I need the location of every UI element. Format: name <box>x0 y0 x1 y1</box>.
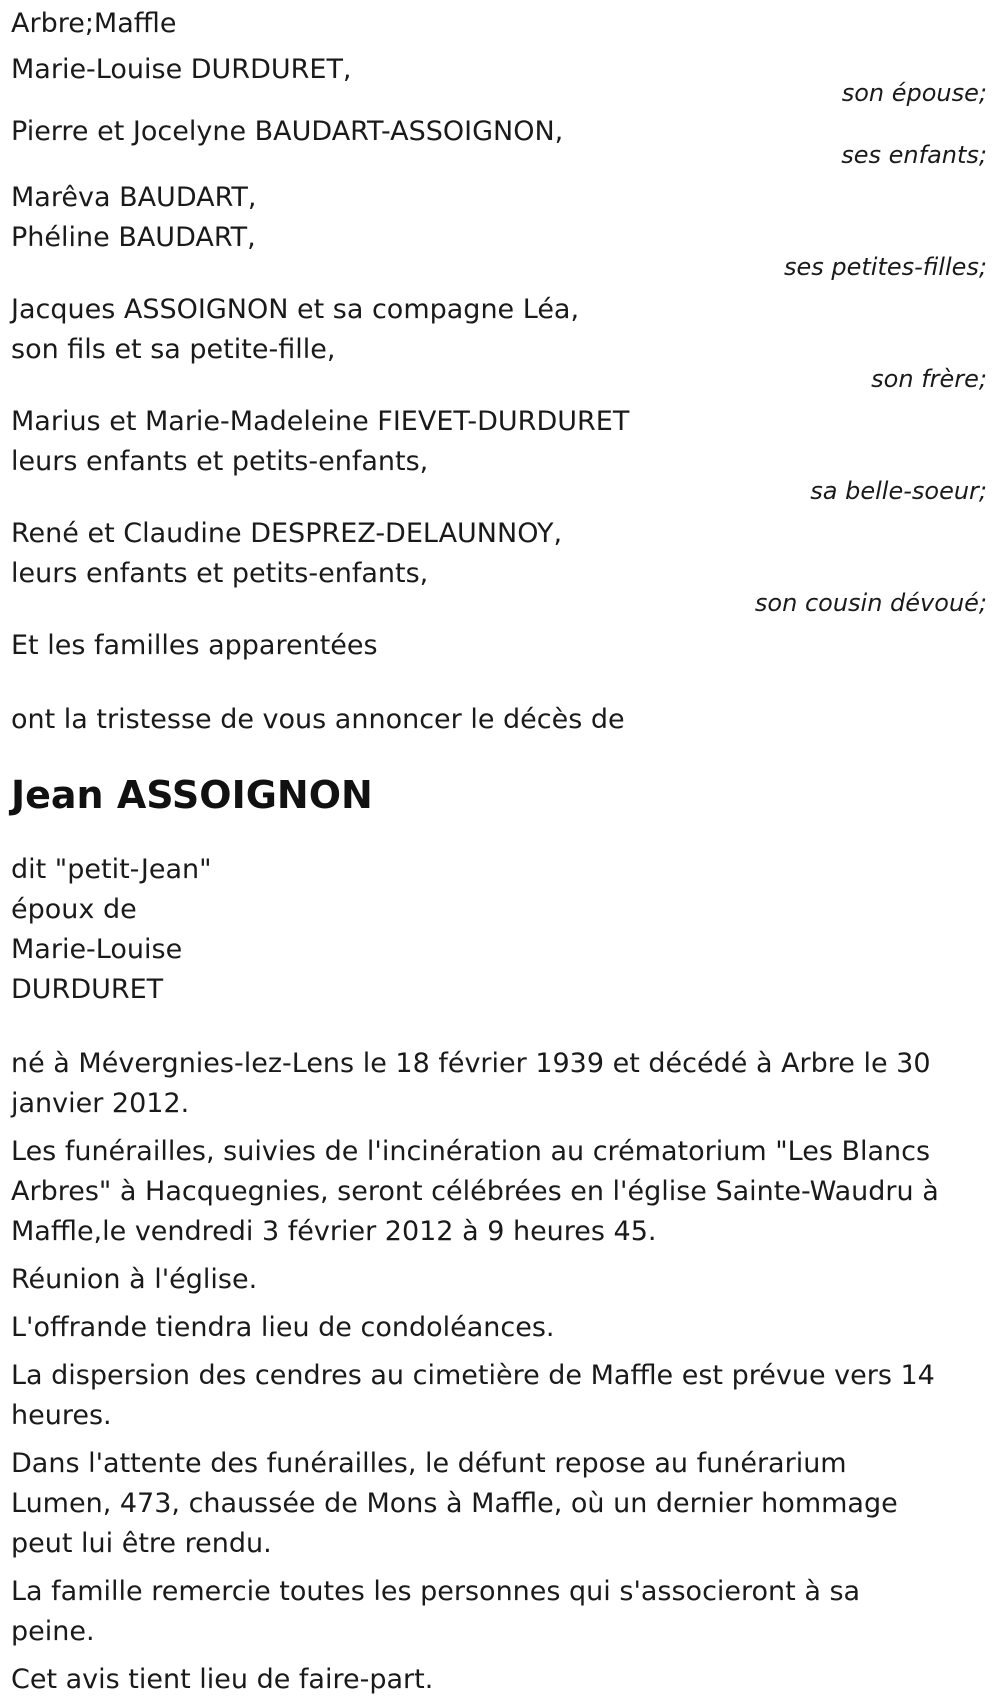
relation-label: ses petites-filles; <box>783 253 987 281</box>
family-member-line: Pierre et Jocelyne BAUDART-ASSOIGNON, <box>11 116 564 147</box>
announcement: ont la tristesse de vous annoncer le décès de <box>11 704 625 735</box>
family-group-cousin <box>11 514 989 618</box>
relation-label: son épouse; <box>841 79 987 107</box>
funeral-details <box>11 1044 951 1700</box>
relation-label: sa belle-soeur; <box>810 477 987 505</box>
ashes-paragraph: La dispersion des cendres au cimetière de Maffle est prévue vers 14 heures. <box>11 1360 935 1431</box>
deceased-info <box>11 850 989 1010</box>
families-line: Et les familles apparentées <box>11 630 378 661</box>
relation-label: son frère; <box>871 365 987 393</box>
thanks-paragraph: La famille remercie toutes les personnes qui s'associeront à sa peine. <box>11 1576 861 1647</box>
birth-death-paragraph: né à Mévergnies-lez-Lens le 18 février 1939 et décédé à Arbre le 30 janvier 2012. <box>11 1048 931 1119</box>
relation-label: son cousin dévoué; <box>754 589 987 617</box>
family-member-line: son fils et sa petite-fille, <box>11 334 336 365</box>
relation-label: ses enfants; <box>841 141 987 169</box>
family-member-line: Phéline BAUDART, <box>11 222 256 253</box>
family-group-children <box>11 112 989 170</box>
spouse-line: Marie-Louise <box>11 934 183 965</box>
spouse-line: époux de <box>11 894 137 925</box>
family-member-line: Jacques ASSOIGNON et sa compagne Léa, <box>11 294 580 325</box>
offering-paragraph: L'offrande tiendra lieu de condoléances. <box>11 1312 555 1343</box>
family-member-line: Marêva BAUDART, <box>11 182 257 213</box>
location-header: Arbre;Maffle <box>11 8 177 39</box>
family-group-brother <box>11 290 989 394</box>
spouse-line: DURDURET <box>11 974 164 1005</box>
funerarium-paragraph: Dans l'attente des funérailles, le défunt repose au funérarium Lumen, 473, chaussée de Mons à Maffle, où un dernier hommage peut lui être rendu. <box>11 1448 898 1559</box>
deceased-name: Jean ASSOIGNON <box>11 773 373 817</box>
family-member-line: Marie-Louise DURDURET, <box>11 54 352 85</box>
notice-paragraph: Cet avis tient lieu de faire-part. <box>11 1664 434 1695</box>
family-member-line: René et Claudine DESPREZ-DELAUNNOY, <box>11 518 563 549</box>
family-member-line: Marius et Marie-Madeleine FIEVET-DURDURET <box>11 406 630 437</box>
deceased-nickname: dit "petit-Jean" <box>11 854 212 885</box>
family-member-line: leurs enfants et petits-enfants, <box>11 558 429 589</box>
family-group-sister-in-law <box>11 402 989 506</box>
obituary-notice <box>11 0 989 1700</box>
family-group-spouse <box>11 50 989 108</box>
family-group-granddaughters <box>11 178 989 282</box>
meeting-paragraph: Réunion à l'église. <box>11 1264 258 1295</box>
funeral-paragraph: Les funérailles, suivies de l'incinération au crématorium "Les Blancs Arbres" à Hacquegnies, seront célébrées en l'église Sainte-Waudru à Maffle,le vendredi 3 février 2012 à 9 heures 45. <box>11 1136 939 1247</box>
family-member-line: leurs enfants et petits-enfants, <box>11 446 429 477</box>
